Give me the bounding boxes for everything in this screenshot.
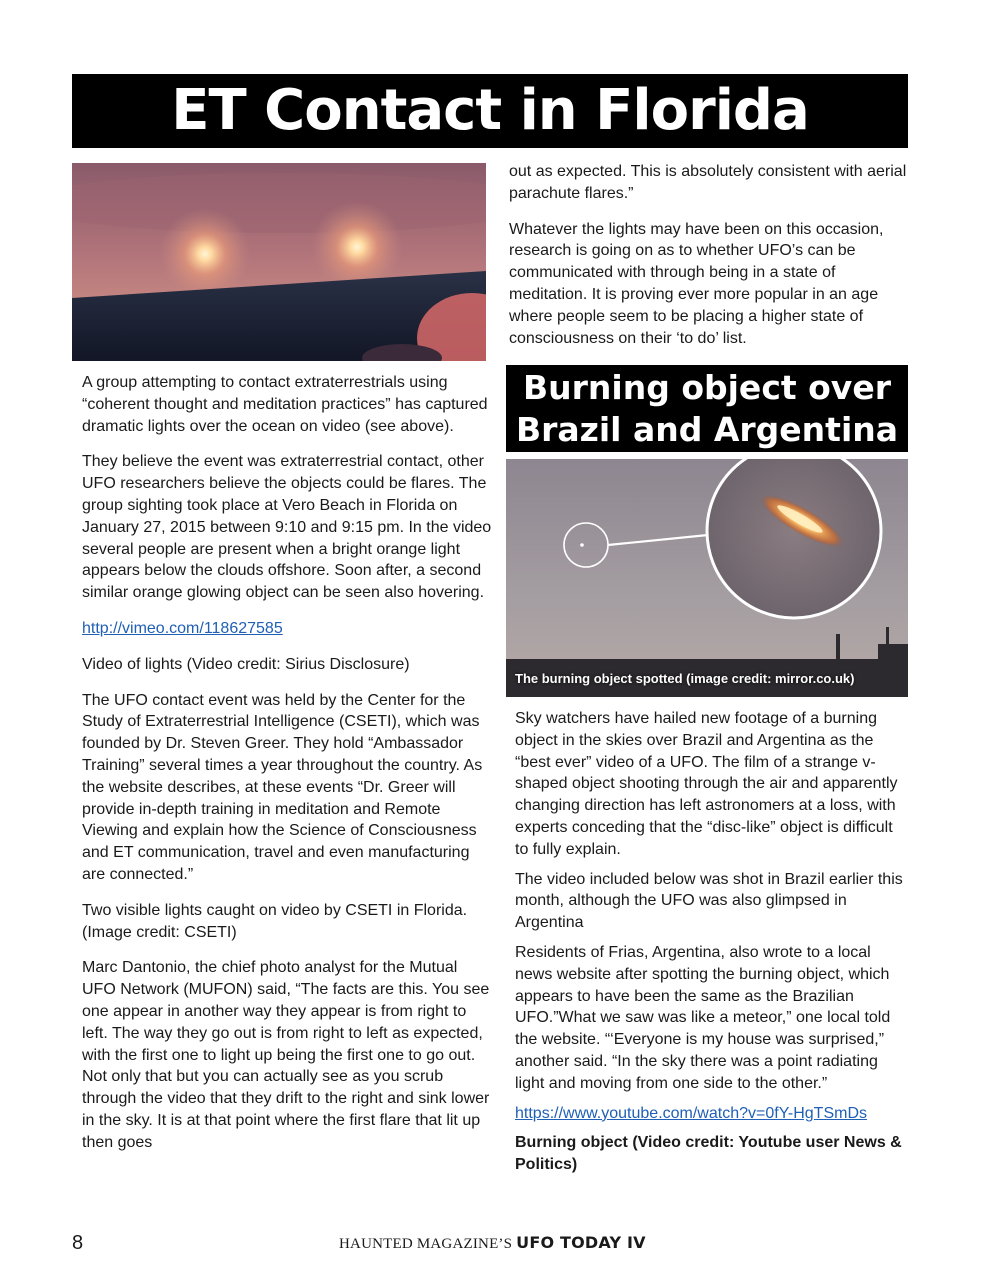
magazine-brand: UFO TODAY IV [516,1233,646,1252]
article2-title-line2: Brazil and Argentina [515,410,899,449]
paragraph: Sky watchers have hailed new footage of a burning object in the skies over Brazil and Argentina as the “best ever” video of a UFO. The film of a strange v-shaped object shooting through the air and apparently changing direction has left astronomers at a loss, with experts conceding that the “disc-like” object is difficult to fully explain. [515,710,898,858]
paragraph: They believe the event was extraterrestrial contact, other UFO researchers believe the objects could be flares. The group sighting took place at Vero Beach in Florida on January 27, 2015 between 9:10 and 9:15 pm. In the video several people are present when a bright orange light appears below the clouds offshore. Soon after, a second similar orange glowing object can be seen also hovering. [82,453,492,602]
article1-column-left [82,372,492,1168]
youtube-link-paragraph [515,1103,905,1125]
magazine-footer [339,1233,646,1254]
magazine-name: HAUNTED MAGAZINE’S [339,1236,513,1252]
page-number: 8 [72,1232,84,1254]
paragraph: A group attempting to contact extraterrestrials using “coherent thought and meditation practices” has captured dramatic lights over the ocean on video (see above). [82,374,488,435]
article2-title [506,365,908,452]
article2-column [515,708,905,1184]
paragraph: out as expected. This is absolutely consistent with aerial parachute flares.” [509,163,907,202]
video-credit: Burning object (Video credit: Youtube user News & Politics) [515,1134,902,1174]
vimeo-link[interactable]: http://vimeo.com/118627585 [82,619,283,637]
paragraph: Marc Dantonio, the chief photo analyst for the Mutual UFO Network (MUFON) said, “The facts are this. You see one appear in another way they appear is from right to left. The way they go out is from right to left as expected, with the first one to light up being the first one to go out. Not only that but you can actually see as you scrub through the video that they drift to the right and sink lower in the sky. It is at that point where the first flare that lit up then goes [82,959,490,1151]
video-link-paragraph [82,618,492,640]
paragraph: Residents of Frias, Argentina, also wrote to a local news website after spotting the burning object, which appears to have been the same as the Brazilian UFO.”What we saw was like a meteor,” one local told the website. “‘Everyone is my house was surprised,” another said. “In the sky there was a point radiating light and moving from one side to the other.” [515,943,891,1092]
youtube-link[interactable]: https://www.youtube.com/watch?v=0fY-HgTSmDs [515,1104,867,1122]
paragraph: Whatever the lights may have been on this occasion, research is going on as to whether UFO’s can be communicated with through being in a state of meditation. It is proving ever more popular in an age where people seem to be placing a higher state of consciousness on their ‘to do’ list. [509,220,884,347]
video-credit: Video of lights (Video credit: Sirius Disclosure) [82,655,410,673]
article-title: ET Contact in Florida [72,74,908,148]
photo-burning-object [506,459,908,697]
article1-column-right [509,161,909,363]
article2-title-line1: Burning object over [523,368,891,407]
paragraph: The UFO contact event was held by the Center for the Study of Extraterrestrial Intelligence (CSETI), which was founded by Dr. Steven Greer. They hold “Ambassador Training” several times a year throughout the country. As the website describes, at these events “Dr. Greer will provide in-depth training in meditation and Remote Viewing and explain how the Science of Consciousness and ET communication, travel and even manufacturing are connected.” [82,691,483,883]
paragraph: The video included below was shot in Brazil earlier this month, although the UFO was also glimpsed in Argentina [515,870,903,932]
image-credit: Two visible lights caught on video by CSETI in Florida. (Image credit: CSETI) [82,901,468,941]
burning-object-image [506,459,908,697]
photo-florida-lights [72,163,486,361]
photo-caption: The burning object spotted (image credit: mirror.co.uk) [515,671,855,686]
florida-lights-image [72,163,486,361]
